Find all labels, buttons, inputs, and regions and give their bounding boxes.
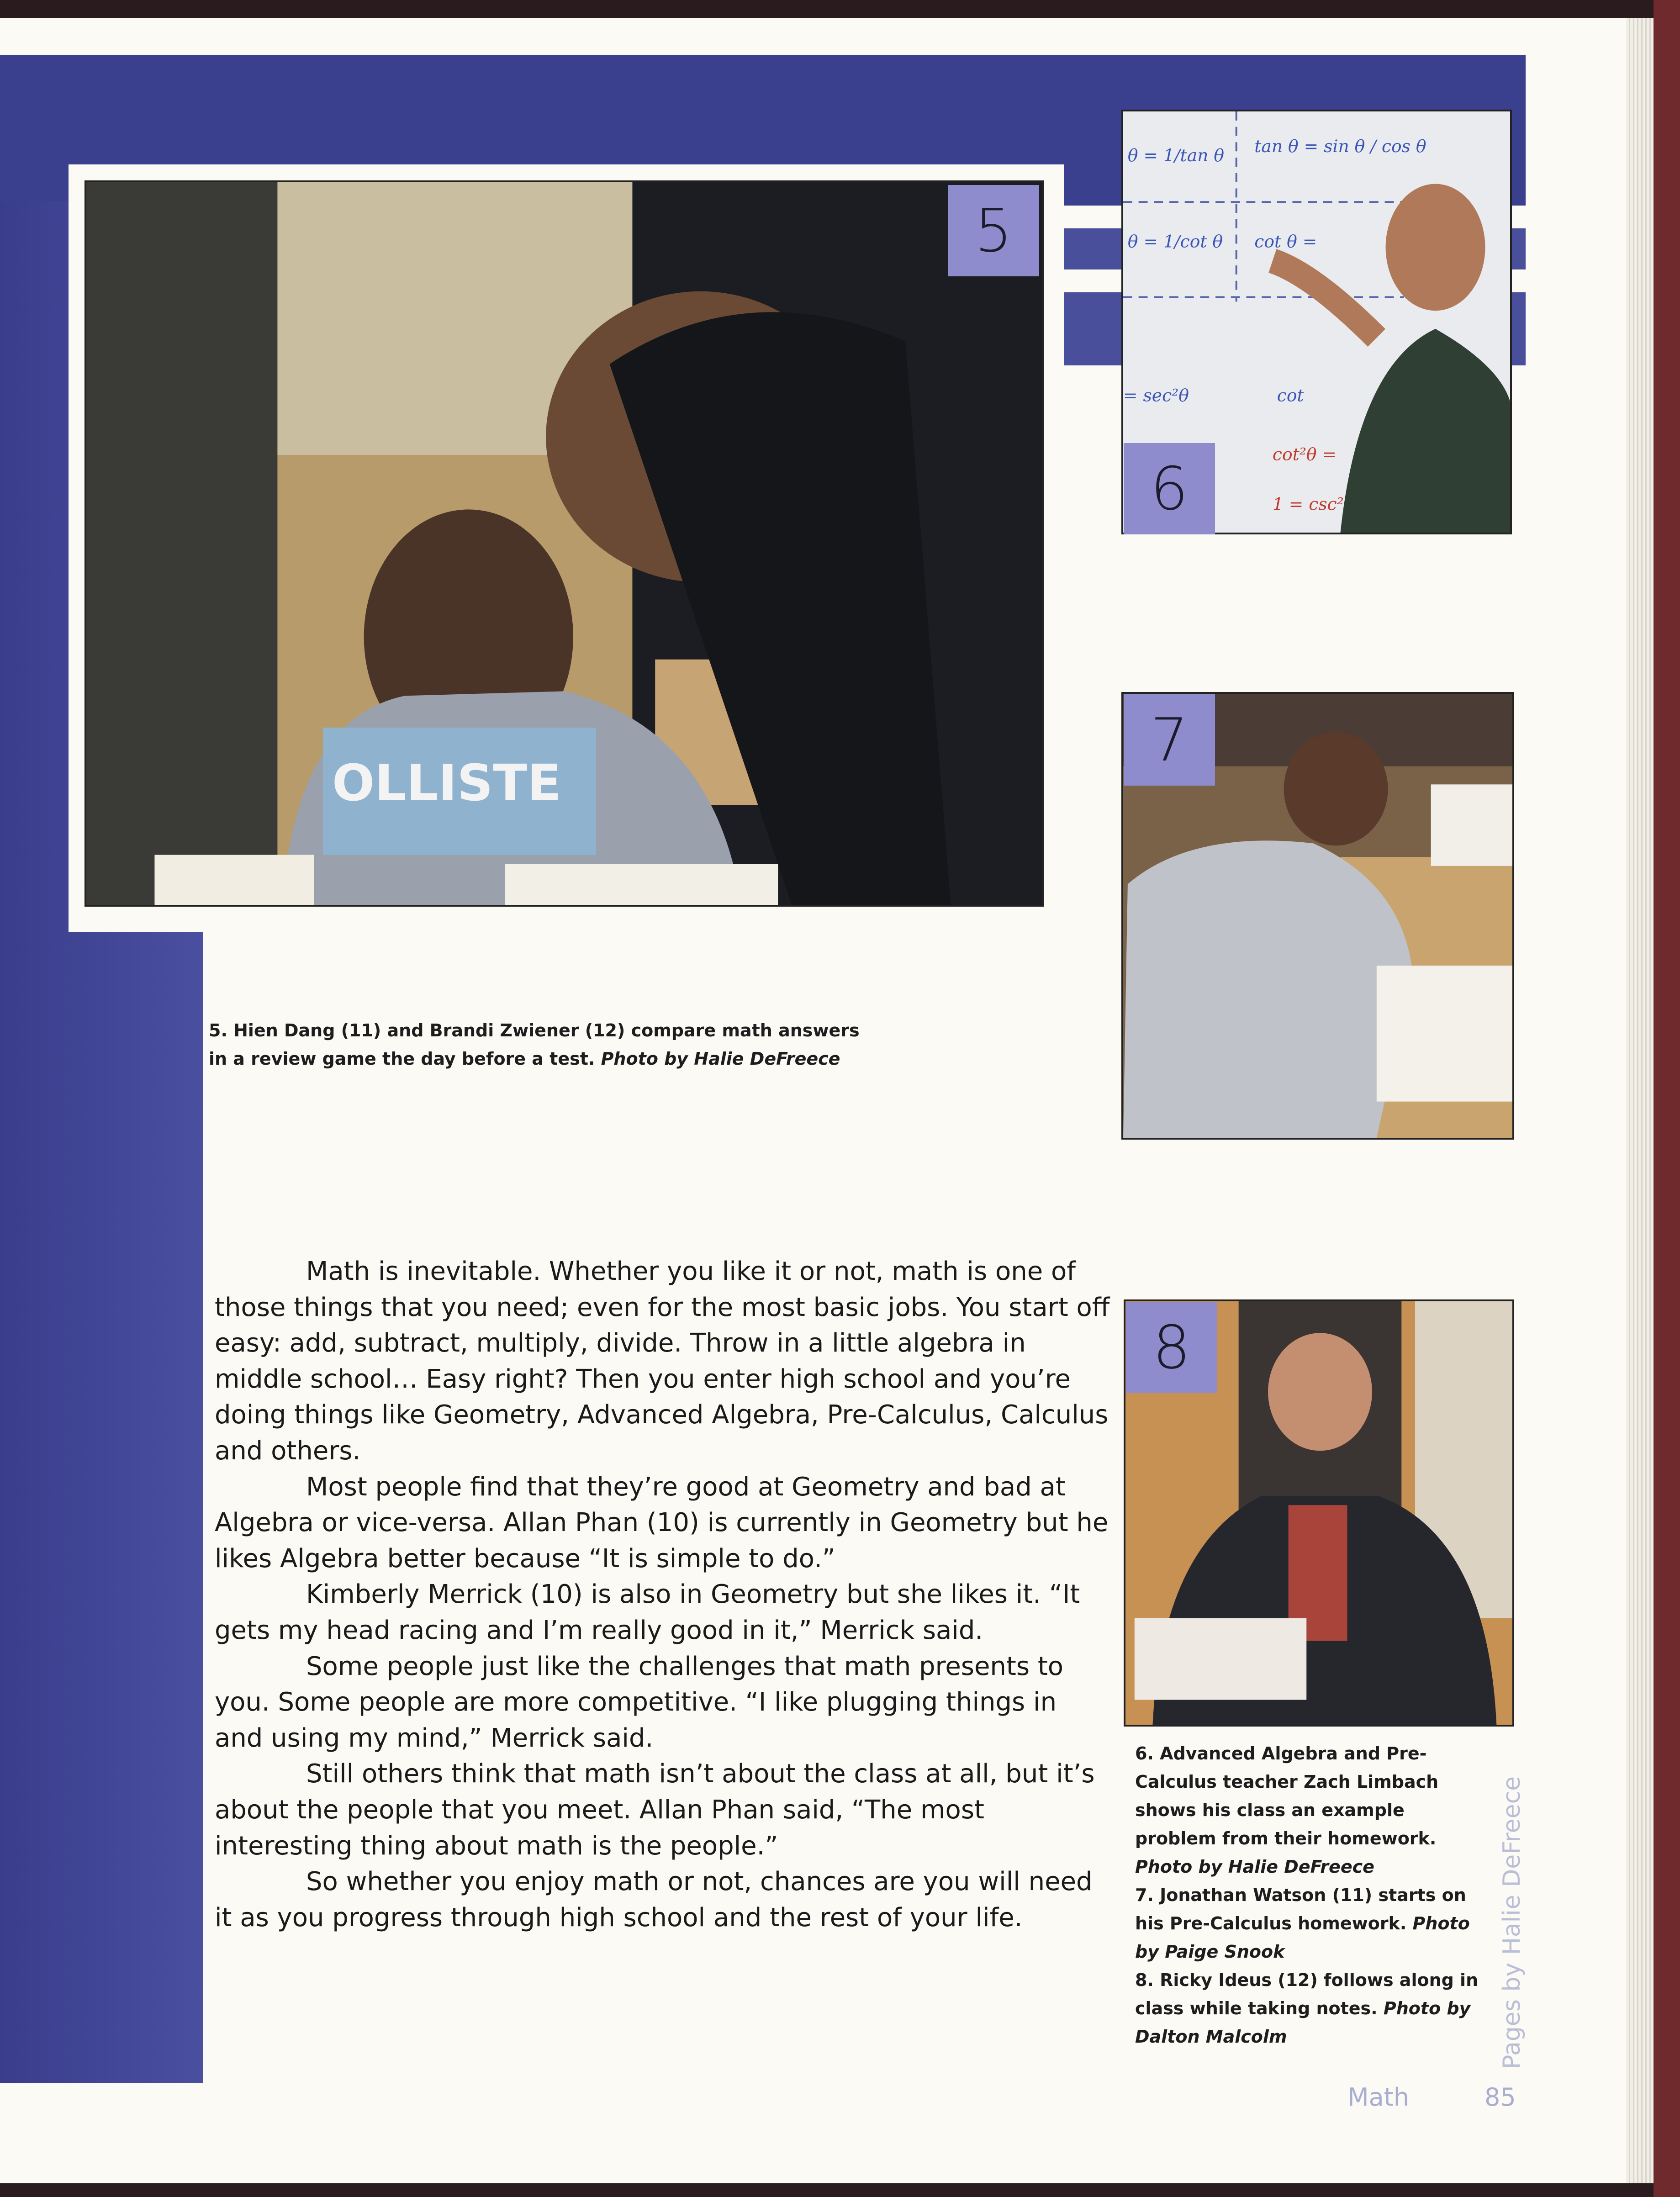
body-paragraph-5: Still others think that math isn’t about the class at all, but it’s about the people that you meet. Allan Phan said, “The most interesting thing about math is the people.” <box>215 1759 1095 1861</box>
caption-6: 6. Advanced Algebra and Pre-Calculus teacher Zach Limbach shows his class an example problem from their homework. <box>1135 1743 1439 1848</box>
photo-7-number: 7 <box>1124 694 1215 786</box>
body-paragraph-6: So whether you enjoy math or not, chances are you will need it as you progress through high school and the rest of your life. <box>215 1867 1093 1933</box>
caption-5-credit: Photo by Halie DeFreece <box>601 1049 840 1069</box>
caption-7: 7. Jonathan Watson (11) starts on his Pre-Calculus homework. <box>1135 1885 1466 1933</box>
article-body <box>215 1254 1110 1936</box>
board-eq-2a: θ = 1/cot θ <box>1127 231 1223 252</box>
caption-8-credit: Photo by Dalton Malcolm <box>1135 1998 1471 2047</box>
photo-5-number: 5 <box>948 185 1039 276</box>
caption-6-credit: Photo by Halie DeFreece <box>1135 1857 1374 1877</box>
caption-7-credit: Photo by Paige Snook <box>1135 1913 1470 1962</box>
photo-8-number: 8 <box>1126 1302 1217 1393</box>
caption-5-line-2: in a review game the day before a test. <box>209 1049 595 1069</box>
page-number: 85 <box>1485 2083 1516 2112</box>
body-paragraph-1: Math is inevitable. Whether you like it or not, math is one of those things that you need; even for the most basic jobs. You start off easy: add, subtract, multiply, divide. Throw in a little algebra in middle school… Easy right? Then you enter high school and you’re doing things like Geometry, Advanced Algebra, Pre-Calculus, Calculus and others. <box>215 1257 1110 1466</box>
caption-photos-6-8 <box>1135 1739 1482 2051</box>
board-eq-1b: tan θ = sin θ / cos θ <box>1254 136 1426 157</box>
board-eq-3b: cot <box>1277 385 1304 406</box>
caption-8: 8. Ricky Ideus (12) follows along in class while taking notes. <box>1135 1970 1479 2018</box>
caption-5-line-1: 5. Hien Dang (11) and Brandi Zwiener (12) compare math answers <box>209 1020 860 1040</box>
board-eq-3a: = sec²θ <box>1123 385 1189 406</box>
body-paragraph-2: Most people find that they’re good at Geometry and bad at Algebra or vice-versa. Allan Phan (10) is currently in Geometry but he likes Algebra better because “It is simple to do.” <box>215 1472 1109 1574</box>
board-eq-1a: θ = 1/tan θ <box>1127 145 1225 166</box>
body-paragraph-4: Some people just like the challenges that math presents to you. Some people are more competitive. “I like plugging things in and using my mind,” Merrick said. <box>215 1651 1064 1753</box>
book-cover-edge <box>1654 0 1680 2197</box>
board-eq-2b: cot θ = <box>1254 231 1317 252</box>
photo-5-shirt-text: OLLISTE <box>332 754 561 813</box>
photo-6-number: 6 <box>1124 443 1215 534</box>
pages-credit: Pages by Halie DeFreece <box>1498 1776 1526 2069</box>
section-name: Math <box>1347 2083 1410 2112</box>
page-edge <box>1626 18 1654 2183</box>
board-eq-4: cot²θ = <box>1272 444 1337 465</box>
photo-5 <box>85 180 1044 907</box>
caption-photo-5 <box>209 1016 985 1073</box>
body-paragraph-3: Kimberly Merrick (10) is also in Geometry but she likes it. “It gets my head racing and I’m really good in it,” Merrick said. <box>215 1579 1080 1645</box>
board-eq-5: 1 = csc² <box>1272 494 1344 514</box>
